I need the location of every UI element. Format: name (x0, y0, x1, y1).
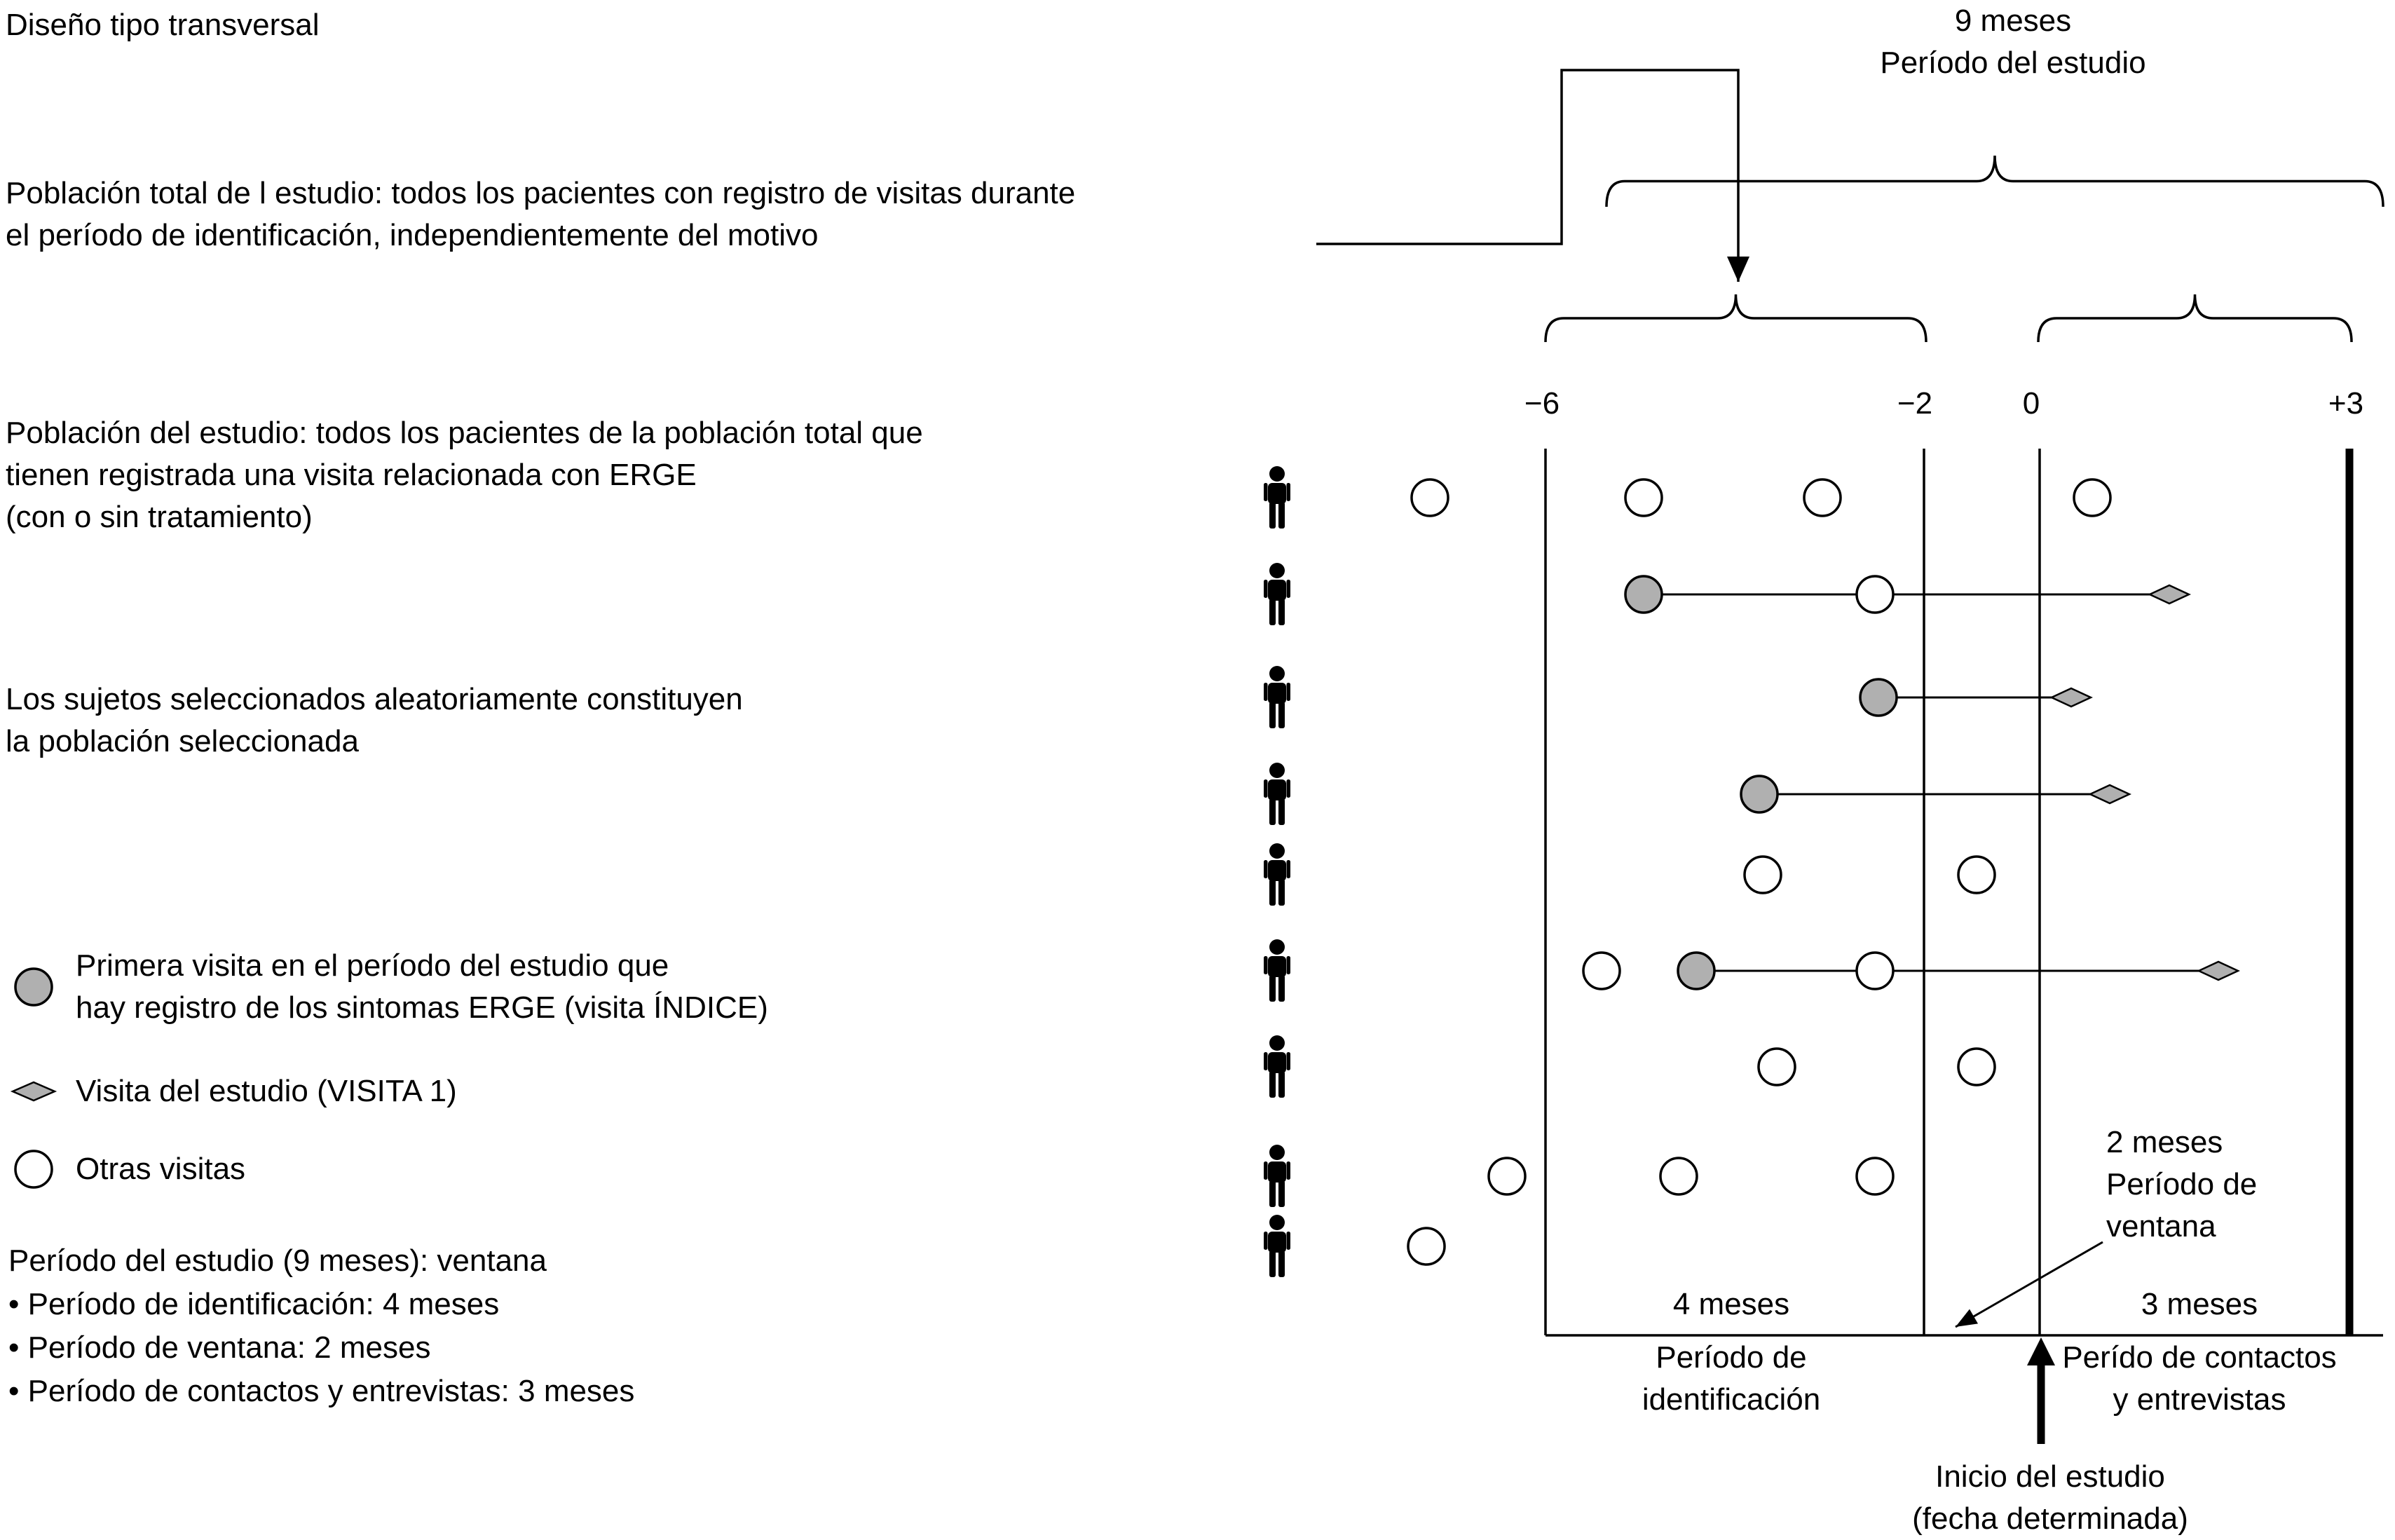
person-icon-part (1269, 466, 1285, 482)
person-icon-part (1264, 1052, 1268, 1070)
person-icon-part (1269, 879, 1276, 906)
paragraph-line: el período de identificación, independientemente del motivo (6, 218, 819, 252)
window-label: Período de (2106, 1167, 2258, 1201)
contacts-duration: 3 meses (2141, 1287, 2258, 1321)
person-icon-part (1268, 1161, 1286, 1183)
person-icon-part (1268, 956, 1286, 977)
identification-label: Período de (1656, 1340, 1807, 1375)
other-visit-marker (1660, 1158, 1697, 1194)
person-icon-part (1287, 956, 1291, 974)
person-icon-part (1269, 1071, 1276, 1098)
window-label: ventana (2106, 1209, 2216, 1243)
person-icon-part (1268, 483, 1286, 504)
study-start-label: Inicio del estudio (1935, 1459, 2165, 1494)
other-visit-marker (2074, 479, 2110, 516)
person-icon-part (1287, 1232, 1291, 1250)
person-icon-part (1269, 763, 1285, 778)
other-visit-marker (1804, 479, 1841, 516)
index-visit-marker (1741, 776, 1778, 812)
other-visit-marker (1408, 1228, 1445, 1265)
person-icon (1264, 466, 1290, 529)
legend-line: Otras visitas (76, 1152, 246, 1186)
other-visit-marker (1625, 479, 1662, 516)
paragraph-line: Población del estudio: todos los pacientes de la población total que (6, 416, 923, 450)
identification-duration: 4 meses (1672, 1287, 1790, 1321)
window-duration: 2 meses (2106, 1125, 2223, 1159)
identification-period-brace (1546, 294, 1926, 342)
other-visit-marker (1958, 1049, 1995, 1085)
period-summary-item: • Período de identificación: 4 meses (8, 1287, 500, 1321)
person-icon-part (1269, 975, 1276, 1002)
identification-label: identificación (1642, 1382, 1821, 1417)
person-icon-part (1264, 483, 1268, 501)
paragraph-line: (con o sin tratamiento) (6, 500, 313, 534)
person-icon-part (1269, 502, 1276, 529)
person-icon-part (1287, 683, 1291, 701)
paragraph-line: Población total de l estudio: todos los pacientes con registro de visitas durante (6, 176, 1076, 210)
study-start-label: (fecha determinada) (1912, 1501, 2188, 1536)
period-summary (8, 1239, 634, 1413)
population-connector-arrow (1316, 70, 1738, 282)
person-icon-part (1264, 1232, 1268, 1250)
legend-text (76, 945, 768, 1029)
legend-line: hay registro de los sintomas ERGE (visita ÍNDICE) (76, 990, 768, 1025)
person-icon-part (1278, 879, 1285, 906)
person-icon-part (1287, 860, 1291, 878)
person-icon-part (1278, 798, 1285, 825)
person-icon-part (1278, 1071, 1285, 1098)
person-icon-part (1269, 666, 1285, 681)
person-icon-part (1278, 1180, 1285, 1207)
person-icon-part (1268, 779, 1286, 800)
index-visit-marker (1860, 679, 1897, 716)
other-visit-marker (1857, 953, 1893, 989)
person-icon-part (1264, 956, 1268, 974)
other-visit-marker (1412, 479, 1448, 516)
person-icon-part (1269, 599, 1276, 625)
study-visit-marker (2090, 785, 2129, 803)
person-icon-part (1269, 798, 1276, 825)
person-icon-part (1287, 779, 1291, 798)
person-icon (1264, 1215, 1290, 1277)
person-icon-part (1269, 1251, 1276, 1277)
person-icon-part (1264, 1161, 1268, 1180)
person-icon-part (1264, 580, 1268, 598)
person-icon-part (1268, 1232, 1286, 1253)
person-icon-part (1278, 975, 1285, 1002)
person-icon-part (1278, 599, 1285, 625)
person-icon (1264, 563, 1290, 625)
other-visit-icon (8, 1144, 59, 1194)
study-period-label: Período del estudio (1880, 46, 2146, 80)
legend-item-other-visit (8, 1144, 245, 1194)
study-period-duration: 9 meses (1954, 4, 2072, 38)
paragraph-line: Los sujetos seleccionados aleatoriamente constituyen (6, 682, 743, 716)
figure-title: Diseño tipo transversal (6, 8, 320, 42)
other-visit-marker (1489, 1158, 1525, 1194)
window-pointer-arrowhead (1956, 1309, 1978, 1327)
index-visit-marker (1678, 953, 1714, 989)
study-visit-marker (2052, 688, 2091, 707)
person-icon-part (1269, 1180, 1276, 1207)
person-icon-part (1268, 580, 1286, 601)
population-connector-arrowhead (1727, 257, 1749, 282)
person-icon-part (1269, 1035, 1285, 1051)
person-icon-part (1278, 1251, 1285, 1277)
person-icon-part (1287, 1161, 1291, 1180)
legend-item-study-visit (8, 1066, 457, 1117)
other-visit-marker (1857, 1158, 1893, 1194)
other-visit-marker (1745, 857, 1781, 893)
person-icon (1264, 1145, 1290, 1207)
person-icon (1264, 666, 1290, 728)
tick-label: −2 (1897, 386, 1933, 421)
person-icon-part (1269, 563, 1285, 578)
study-visit-marker (2150, 585, 2189, 604)
person-icon-part (1269, 702, 1276, 728)
legend-line: Primera visita en el período del estudio que (76, 948, 669, 983)
contacts-label: y entrevistas (2113, 1382, 2286, 1417)
person-icon-part (1264, 779, 1268, 798)
person-icon-part (1287, 580, 1291, 598)
paragraph-line: la población seleccionada (6, 724, 359, 758)
other-visit-marker (1583, 953, 1620, 989)
period-summary-item: • Período de contactos y entrevistas: 3 meses (8, 1374, 635, 1408)
person-icon (1264, 1035, 1290, 1098)
tick-label: 0 (2022, 386, 2040, 421)
other-visit-marker (1958, 857, 1995, 893)
person-icon-part (1269, 1145, 1285, 1160)
person-icon (1264, 843, 1290, 906)
person-icon (1264, 763, 1290, 825)
person-icon-part (1287, 1052, 1291, 1070)
person-icon-part (1268, 683, 1286, 704)
contacts-period-brace (2038, 294, 2352, 342)
person-icon-part (1268, 860, 1286, 881)
person-icon (1264, 939, 1290, 1002)
tick-label: +3 (2328, 386, 2364, 421)
contacts-label: Perído de contactos (2062, 1340, 2337, 1375)
period-summary-item: • Período de ventana: 2 meses (8, 1330, 431, 1365)
study-visit-icon (8, 1066, 59, 1117)
person-icon-part (1278, 502, 1285, 529)
total-population-text (6, 172, 1075, 257)
person-icon-part (1269, 843, 1285, 859)
person-icon-part (1278, 702, 1285, 728)
tick-label: −6 (1524, 386, 1560, 421)
person-icon-part (1264, 683, 1268, 701)
other-visit-marker (1857, 576, 1893, 613)
study-visit-marker (2199, 962, 2238, 980)
period-summary-title: Período del estudio (9 meses): ventana (8, 1243, 547, 1278)
paragraph-line: tienen registrada una visita relacionada con ERGE (6, 458, 697, 492)
person-icon-part (1269, 1215, 1285, 1230)
legend-item-index-visit (8, 945, 768, 1029)
person-icon-part (1268, 1052, 1286, 1073)
person-icon-part (1269, 939, 1285, 955)
person-icon-part (1264, 860, 1268, 878)
window-pointer-arrow (1956, 1242, 2103, 1327)
legend-line: Visita del estudio (VISITA 1) (76, 1074, 457, 1108)
index-visit-marker (1625, 576, 1662, 613)
other-visit-marker (1759, 1049, 1795, 1085)
index-visit-icon (8, 962, 59, 1012)
study-period-brace (1606, 156, 2383, 207)
study-population-text (6, 412, 923, 538)
person-icon-part (1287, 483, 1291, 501)
selected-population-text (6, 679, 743, 763)
study-start-arrowhead (2027, 1337, 2055, 1365)
